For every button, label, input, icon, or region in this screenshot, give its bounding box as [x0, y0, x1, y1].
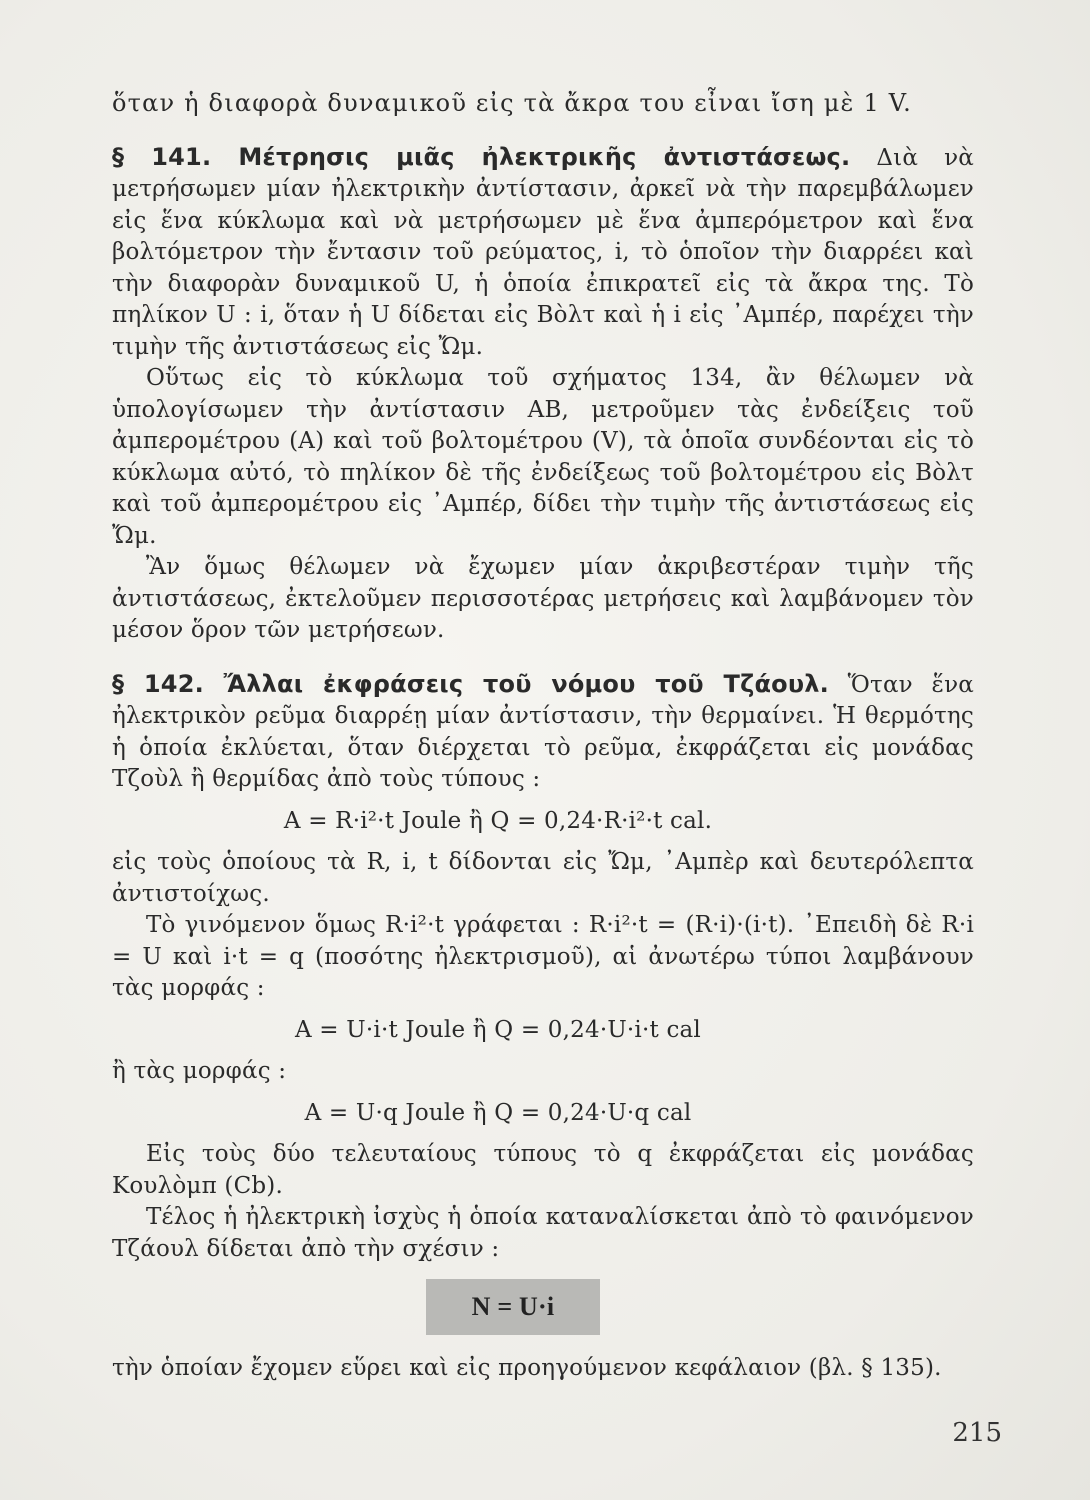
- section-142-paragraph-1: [112, 669, 974, 796]
- section-142-paragraph-2: εἰς τοὺς ὁποίους τὰ R, i, t δίδονται εἰς Ὤμ, ᾿Αμπὲρ καὶ δευτερόλεπτα ἀντιστοίχως.: [112, 849, 974, 907]
- formula-joule-1: A = R·i²·t Joule ἢ Q = 0,24·R·i²·t cal.: [283, 807, 713, 834]
- formula-joule-3: A = U·q Joule ἢ Q = 0,24·U·q cal: [304, 1099, 692, 1126]
- page-number: 215: [952, 1418, 1002, 1448]
- section-142-text-1: Ὅταν ἕνα ἠλεκτρικὸν ρεῦμα διαρρέῃ μίαν ἀντίστασιν, τὴν θερμαίνει. Ἡ θερμότης ἡ ὁποία ἐκλύεται, ὅταν διέρχεται τὸ ρεῦμα, ἐκφράζεται εἰς μονάδας Τζοὺλ ἢ θερμίδας ἀπὸ τοὺς τύπους :: [112, 671, 974, 792]
- text-column: [112, 88, 974, 1384]
- formula-joule-2: A = U·i·t Joule ἢ Q = 0,24·U·i·t cal: [294, 1016, 701, 1043]
- section-142-paragraph-4: ἢ τὰς μορφάς :: [112, 1058, 287, 1084]
- boxed-formula-wrap: [112, 1279, 974, 1335]
- section-141-text-1: Διὰ νὰ μετρήσωμεν μίαν ἠλεκτρικὴν ἀντίστασιν, ἀρκεῖ νὰ τὴν παρεμβάλωμεν εἰς ἕνα κύκλωμα καὶ νὰ μετρήσωμεν μὲ ἕνα ἀμπερόμετρον καὶ ἕνα βολτόμετρον τὴν ἔντασιν τοῦ ρεύματος, i, τὸ ὁποῖον τὴν διαρρέει καὶ τὴν διαφορὰν δυναμικοῦ U, ἡ ὁποία ἐπικρατεῖ εἰς τὰ ἄκρα της. Τὸ πηλίκον U : i, ὅταν ἡ U δίδεται εἰς Βὸλτ καὶ ἡ i εἰς ᾿Αμπέρ, παρέχει τὴν τιμὴν τῆς ἀντιστάσεως εἰς Ὤμ.: [112, 144, 975, 360]
- section-142-heading: § 142. Ἄλλαι ἐκφράσεις τοῦ νόμου τοῦ Τζάουλ.: [112, 669, 829, 698]
- section-141-paragraph-2: Οὕτως εἰς τὸ κύκλωμα τοῦ σχήματος 134, ἂν θέλωμεν νὰ ὑπολογίσωμεν τὴν ἀντίστασιν ΑΒ, μετροῦμεν τὰς ἐνδείξεις τοῦ ἀμπερομέτρου (Α) καὶ τοῦ βολτομέτρου (V), τὰ ὁποῖα συνδέονται εἰς τὸ κύκλωμα αὐτό, τὸ πηλίκον δὲ τῆς ἐνδείξεως τοῦ βολτομέτρου εἰς Βὸλτ καὶ τοῦ ἀμπερομέτρου εἰς ᾿Αμπέρ, δίδει τὴν τιμὴν τῆς ἀντιστάσεως εἰς Ὤμ.: [112, 365, 974, 549]
- section-142-paragraph-7: τὴν ὁποίαν ἔχομεν εὕρει καὶ εἰς προηγούμενον κεφάλαιον (βλ. § 135).: [112, 1354, 942, 1381]
- section-141-paragraph-1: [112, 142, 974, 364]
- boxed-formula: N = U·i: [426, 1279, 601, 1335]
- section-141-heading: § 141. Μέτρησις μιᾶς ἠλεκτρικῆς ἀντιστάσεως.: [112, 142, 851, 171]
- section-142-paragraph-5: Εἰς τοὺς δύο τελευταίους τύπους τὸ q ἐκφράζεται εἰς μονάδας Κουλὸμπ (Cb).: [112, 1141, 974, 1199]
- section-142-paragraph-6: Τέλος ἡ ἠλεκτρικὴ ἰσχὺς ἡ ὁποία καταναλίσκεται ἀπὸ τὸ φαινόμενον Τζάουλ δίδεται ἀπὸ τὴν σχέσιν :: [112, 1204, 974, 1262]
- continuation-line: ὅταν ἡ διαφορὰ δυναμικοῦ εἰς τὰ ἄκρα του εἶναι ἴση μὲ 1 V.: [112, 89, 912, 117]
- section-141-paragraph-3: Ἂν ὅμως θέλωμεν νὰ ἔχωμεν μίαν ἀκριβεστέραν τιμὴν τῆς ἀντιστάσεως, ἐκτελοῦμεν περισσοτέρας μετρήσεις καὶ λαμβάνομεν τὸν μέσον ὅρον τῶν μετρήσεων.: [112, 554, 974, 643]
- section-142-paragraph-3: Τὸ γινόμενον ὅμως R·i²·t γράφεται : R·i²·t = (R·i)·(i·t). ᾿Επειδὴ δὲ R·i = U καὶ i·t = q (ποσότης ἠλεκτρισμοῦ), αἱ ἀνωτέρω τύποι λαμβάνουν τὰς μορφάς :: [112, 912, 974, 1001]
